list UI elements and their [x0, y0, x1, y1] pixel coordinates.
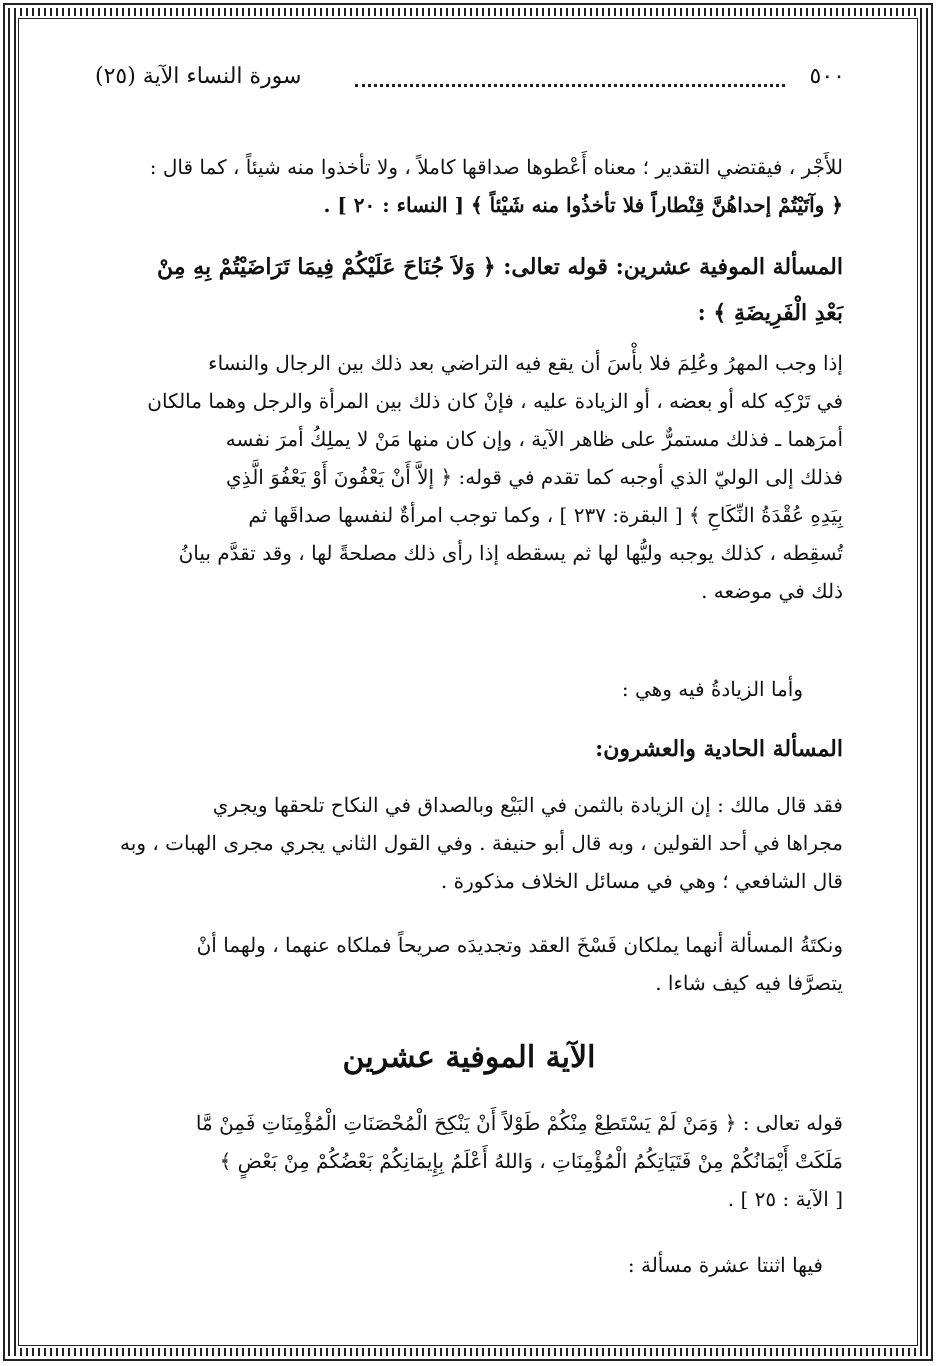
heading-line: بَعْدِ الْفَرِيضَةِ ﴾ : [697, 300, 843, 326]
text-line: إذا وجب المهرُ وعُلِمَ فلا بأْسَ أن يقع فيه التراضي بعد ذلك بين الرجال والنساء [208, 351, 843, 375]
page-number: ٥٠٠ [809, 64, 845, 89]
section-heading-21 [95, 730, 843, 768]
text-line: في تَرْكِه كله أو بعضه ، أو الزيادة عليه ، فإنْ كان ذلك بين المرأة والرجل وهما مالكان [147, 389, 843, 413]
text-line: وأما الزيادةُ فيه وهي : [621, 677, 803, 701]
section-heading-20 [95, 244, 843, 336]
heading-line: المسألة الحادية والعشرون: [595, 736, 843, 762]
text-line: تُسقِطه ، كذلك يوجبه وليُّها لها ثم يسقطه إذا رأى ذلك مصلحةً لها ، وقد تقدَّم بيانُ [178, 541, 843, 565]
text-line: بِيَدِهِ عُقْدَةُ النِّكَاحِ ﴾ [ البقرة: ٢٣٧ ] ، وكما توجب امرأةٌ لنفسها صداقَها ثم [248, 503, 843, 527]
text-line: أمرَهما ـ فذلك مستمرٌّ على ظاهر الآية ، وإن كان منها مَنْ لا يملِكُ أمرَ نفسه [225, 427, 843, 451]
text-line: مجراها في أحد القولين ، وبه قال أبو حنيفة . وفي القول الثاني يجري مجرى الهبات ، وبه [120, 831, 843, 855]
text-line: ﴿ وآتَيْتُمْ إحداهُنَّ قِنْطاراً فلا تأخذُوا منه شَيْئاً ﴾ [ النساء : ٢٠ ] . [323, 193, 843, 217]
running-header [95, 64, 845, 98]
text-line: فذلك إلى الوليّ الذي أوجبه كما تقدم في قوله: ﴿ إلاَّ أَنْ يَعْفُونَ أَوْ يَعْفُوَ الَّذِي [226, 465, 843, 489]
heading-line: المسألة الموفية عشرين: قوله تعالى: ﴿ وَلاَ جُنَاحَ عَلَيْكُمْ فِيمَا تَرَاضَيْتُمْ بِهِ مِنْ [156, 254, 843, 280]
text-line: للأَجْر ، فيقتضي التقدير ؛ معناه أَعْطوها صداقها كاملاً ، ولا تأخذوا منه شيئاً ، كما قال : [149, 155, 843, 179]
header-dotted-leader [355, 84, 785, 87]
text-line: ونكتَةُ المسألة أنهما يملكان فَسْخَ العقد وتجديدَه صريحاً فملكاه عنهما ، ولهما أنْ [196, 933, 843, 957]
paragraph-1 [95, 148, 843, 224]
text-line: قال الشافعي ؛ وهي في مسائل الخلاف مذكورة . [440, 869, 843, 893]
text-line: مَلَكَتْ أَيْمَانُكُمْ مِنْ فَتَيَاتِكُمُ الْمُؤْمِنَاتِ ، وَاللهُ أَعْلَمُ بِإِيمَانِكُمْ بَعْضُكُمْ مِنْ بَعْضٍ ﴾ [219, 1149, 843, 1173]
paragraph-4 [95, 786, 843, 900]
surah-title: سورة النساء الآية (٢٥) [95, 64, 302, 89]
section-title: الآية الموفية عشرين [342, 1040, 596, 1075]
text-line: [ الآية : ٢٥ ] . [727, 1187, 843, 1211]
text-line: يتصرَّفا فيه كيف شاءا . [655, 971, 843, 995]
text-line: فقد قال مالك : إن الزيادة بالثمن في البَيْع وبالصداق في النكاح تلحقها ويجري [212, 793, 843, 817]
text-line: ذلك في موضعه . [701, 579, 843, 603]
paragraph-2 [95, 344, 843, 610]
paragraph-7 [95, 1246, 843, 1284]
paragraph-3 [95, 670, 843, 708]
text-line: فيها اثنتا عشرة مسألة : [627, 1253, 823, 1277]
paragraph-5 [95, 926, 843, 1002]
text-line: قوله تعالى : ﴿ وَمَنْ لَمْ يَسْتَطِعْ مِنْكُمْ طَوْلاً أَنْ يَنْكِحَ الْمُحْصَنَاتِ الْمُؤْمِنَاتِ فَمِنْ مَّا [195, 1111, 843, 1135]
paragraph-6 [95, 1104, 843, 1218]
